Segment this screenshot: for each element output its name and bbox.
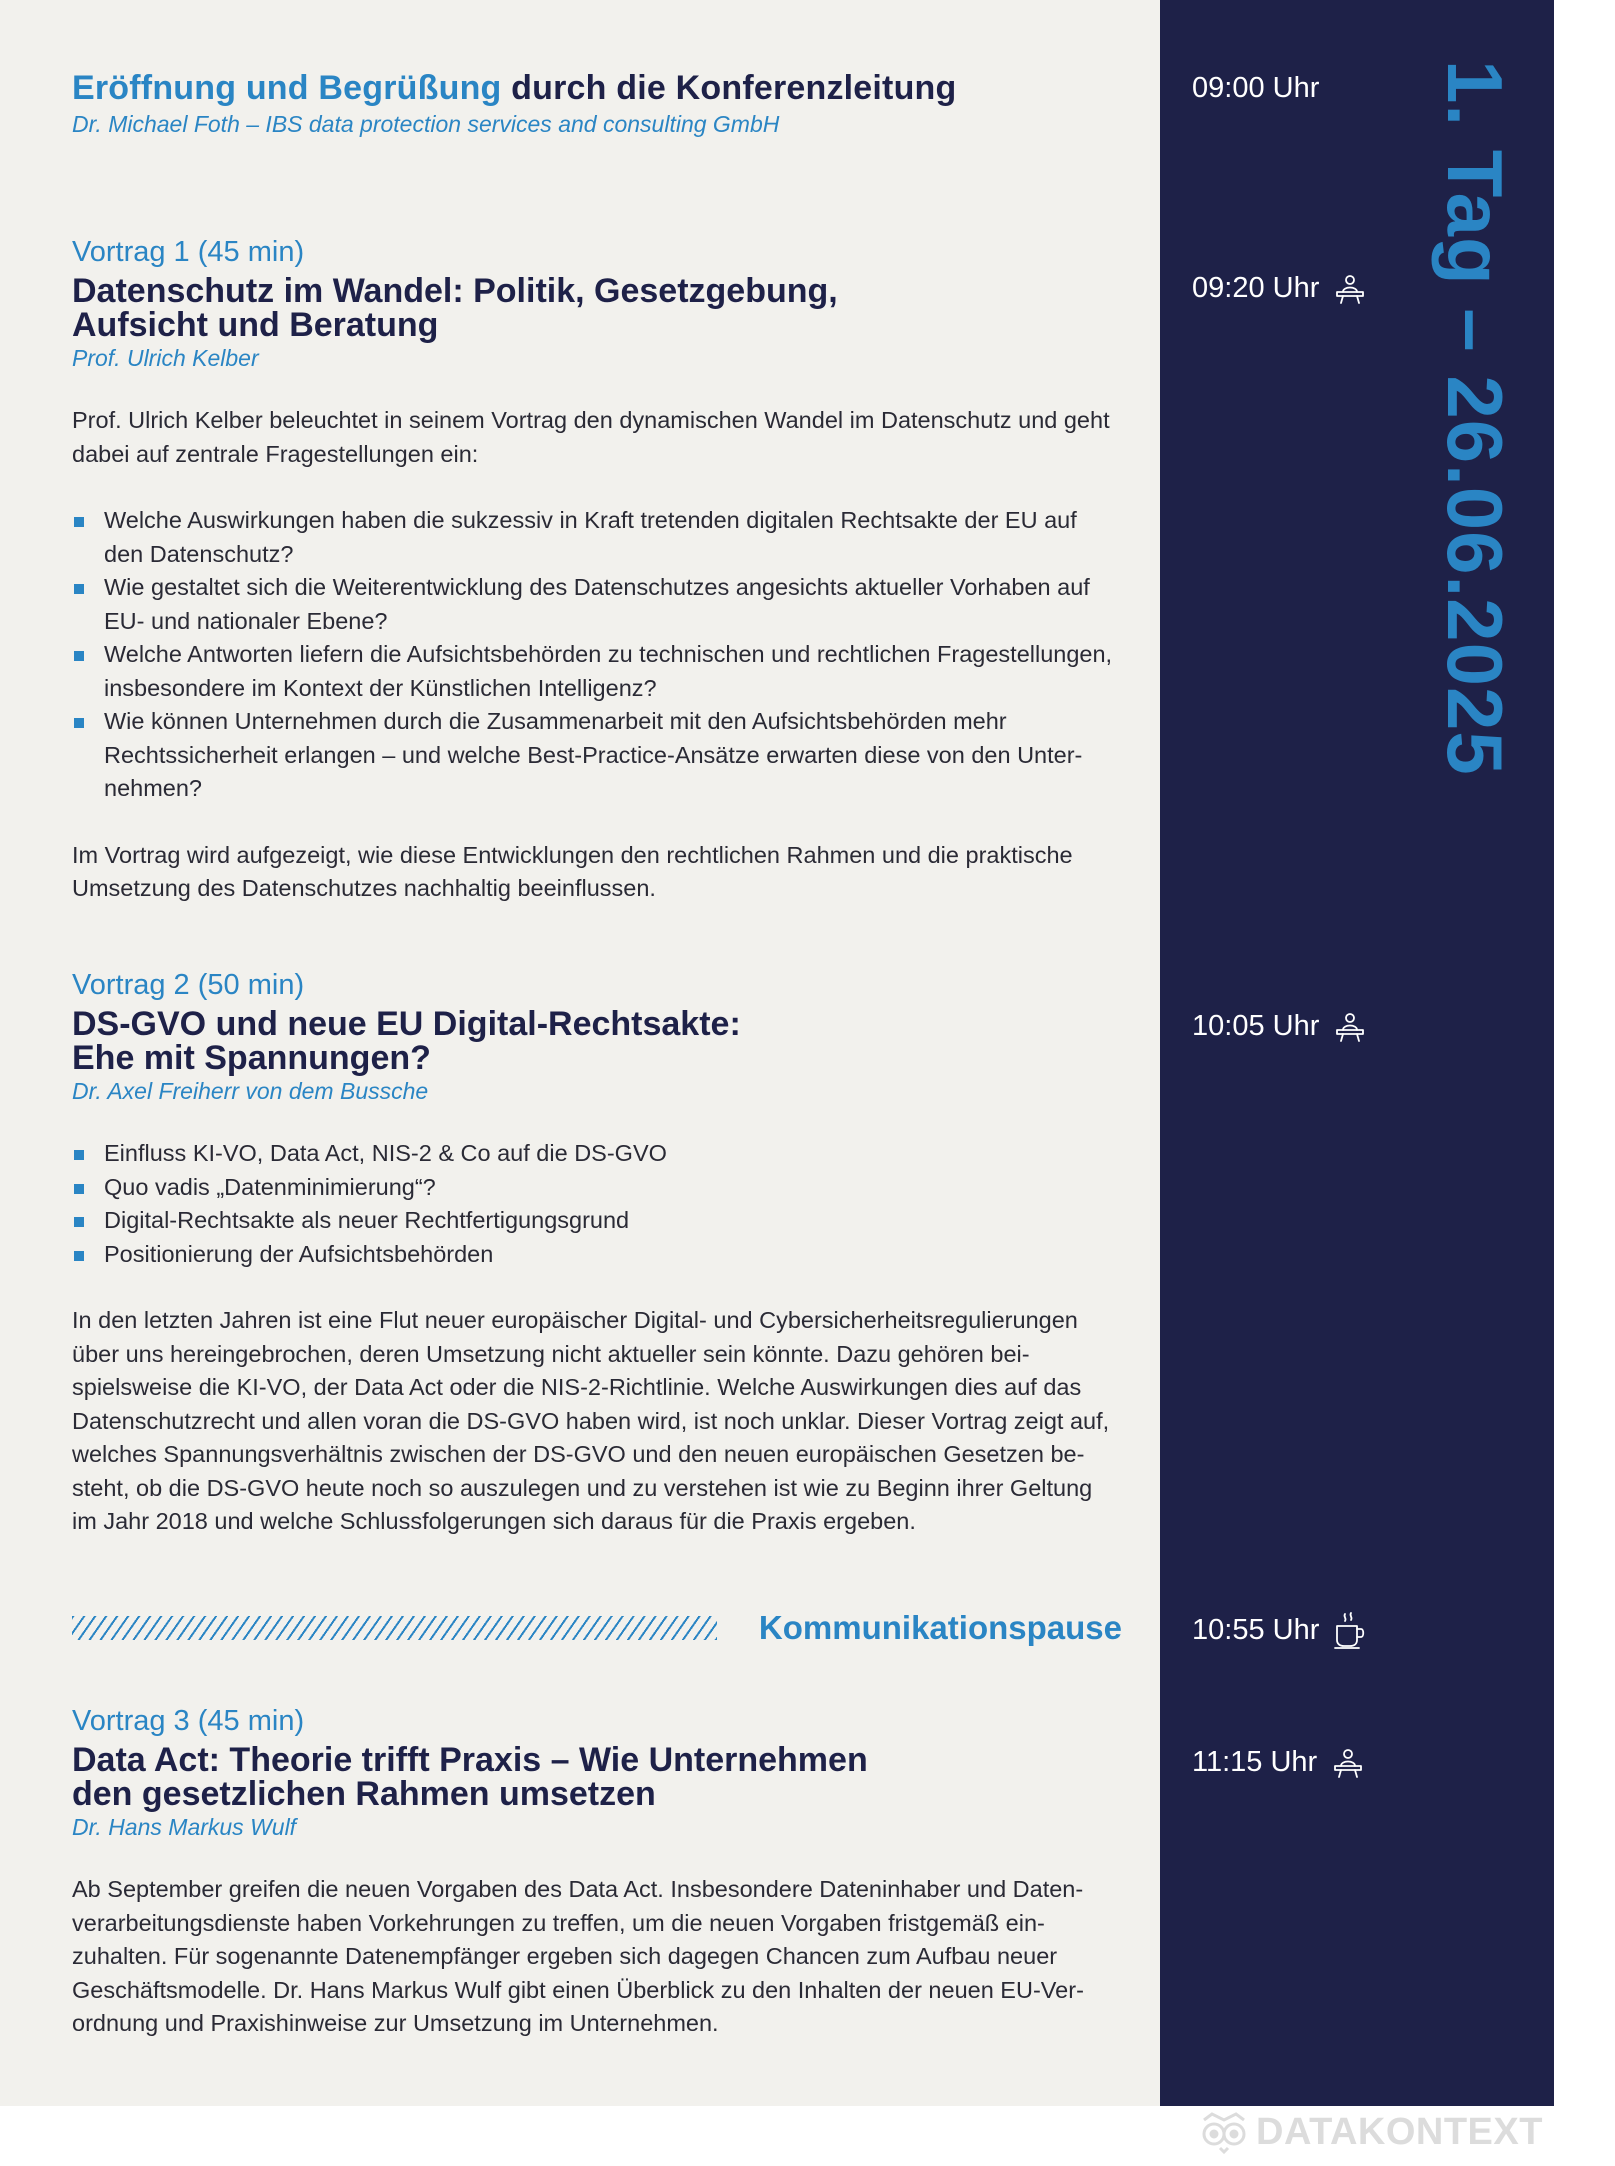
talk3-title-line1: Data Act: Theorie trifft Praxis – Wie Unternehmen bbox=[72, 1741, 868, 1779]
welcome-speaker: Dr. Michael Foth – IBS data protection services and consulting GmbH bbox=[72, 111, 780, 137]
time-pause-text: 10:55 Uhr bbox=[1192, 1613, 1320, 1646]
talk2-speaker: Dr. Axel Freiherr von dem Bussche bbox=[72, 1078, 429, 1104]
welcome-title bbox=[72, 68, 1122, 108]
pause-row bbox=[72, 1608, 1122, 1652]
time-talk2-text: 10:05 Uhr bbox=[1192, 1010, 1320, 1042]
talk3-title-line2: den gesetzlichen Rahmen umsetzen bbox=[72, 1775, 656, 1813]
time-talk3 bbox=[1192, 1746, 1365, 1779]
welcome-section bbox=[72, 68, 1122, 140]
talk1-outro: Im Vortrag wird aufgezeigt, wie diese Entwicklungen den rechtlichen Rahmen und die praktische Umsetzung des Datenschutzes nachhaltig beeinflussen. bbox=[72, 841, 1073, 901]
talk2-title-line1: DS-GVO und neue EU Digital-Rechtsakte: bbox=[72, 1005, 741, 1043]
talk3-title bbox=[72, 1743, 1122, 1811]
talk2-title-line2: Ehe mit Spannungen? bbox=[72, 1039, 431, 1077]
welcome-title-rest: durch die Konferenzleitung bbox=[501, 69, 957, 107]
welcome-title-highlight: Eröffnung und Begrüßung bbox=[72, 69, 502, 107]
talk2-section bbox=[72, 967, 1122, 1539]
coffee-cup-icon bbox=[1333, 1610, 1367, 1650]
talk1-section bbox=[72, 234, 1122, 906]
list-item: Digital-Rechtsakte als neuer Rechtfertigungsgrund bbox=[72, 1204, 1122, 1238]
list-item: Quo vadis „Datenminimierung“? bbox=[72, 1171, 1122, 1205]
time-welcome bbox=[1192, 72, 1319, 105]
talk1-label: Vortrag 1 (45 min) bbox=[72, 236, 305, 268]
time-talk1 bbox=[1192, 272, 1367, 305]
speaker-podium-icon bbox=[1333, 1012, 1367, 1042]
speaker-podium-icon bbox=[1331, 1748, 1365, 1778]
talk1-bullet-list bbox=[72, 504, 1122, 806]
pause-stripes bbox=[72, 1616, 717, 1640]
time-talk2 bbox=[1192, 1010, 1367, 1043]
list-item: Welche Antworten liefern die Aufsichtsbehörden zu technischen und rechtlichen Fragestellungen, insbesondere im Kontext der Künstlichen Intelligenz? bbox=[72, 638, 1122, 705]
pause-label: Kommunikationspause bbox=[758, 1609, 1122, 1646]
talk1-intro: Prof. Ulrich Kelber beleuchtet in seinem Vortrag den dynamischen Wandel im Datenschutz und geht dabei auf zentrale Fragestellungen ein: bbox=[72, 407, 1110, 467]
list-item: Wie gestaltet sich die Weiterentwicklung des Datenschutzes angesichts aktueller Vorhaben auf EU- und nationaler Ebene? bbox=[72, 571, 1122, 638]
list-item: Wie können Unternehmen durch die Zusammenarbeit mit den Aufsichtsbehörden mehr Rechtssicherheit erlangen – und welche Best-Practice-Ansätze erwarten diese von den Unternehmen? bbox=[72, 705, 1122, 806]
talk1-speaker: Prof. Ulrich Kelber bbox=[72, 345, 259, 371]
talk2-label: Vortrag 2 (50 min) bbox=[72, 969, 305, 1001]
time-pause bbox=[1192, 1610, 1367, 1650]
talk2-bullet-list bbox=[72, 1137, 1122, 1271]
talk1-title bbox=[72, 274, 1122, 342]
time-welcome-text: 09:00 Uhr bbox=[1192, 72, 1320, 104]
footer-logo bbox=[1198, 2110, 1543, 2154]
talk2-title bbox=[72, 1007, 1122, 1075]
talk2-body: In den letzten Jahren ist eine Flut neuer europäischer Digital- und Cybersicherheitsregulierungen über uns hereingebrochen, deren Umsetzung nicht aktueller sein könnte. Dazu gehören beispielsweise die KI-VO, der Data Act oder die NIS-2-Richtlinie. Welche Auswirkungen dies auf das Datenschutzrecht und allen voran die DS-GVO haben wird, ist noch unklar. Dieser Vortrag zeigt auf, welches Spannungsverhältnis zwischen der DS-GVO und den neuen europäischen Gesetzen besteht, ob die DS-GVO heute noch so auszulegen und zu verstehen ist wie zu Beginn ihrer Geltung im Jahr 2018 und welche Schlussfolgerungen sich daraus für die Praxis ergeben. bbox=[72, 1307, 1110, 1534]
time-talk3-text: 11:15 Uhr bbox=[1192, 1746, 1318, 1778]
footer-logo-text: DATAKONTEXT bbox=[1256, 2110, 1543, 2153]
talk3-body: Ab September greifen die neuen Vorgaben des Data Act. Insbesondere Dateninhaber und Datenverarbeitungsdienste haben Vorkehrungen zu treffen, um die neuen Vorgaben fristgemäß einzuhalten. Für sogenannte Datenempfänger ergeben sich dagegen Chancen zum Aufbau neuer Geschäftsmodelle. Dr. Hans Markus Wulf gibt einen Überblick zu den Inhalten der neuen EU-Verordnung und Praxishinweise zur Umsetzung im Unternehmen. bbox=[72, 1876, 1084, 2036]
list-item: Einfluss KI-VO, Data Act, NIS-2 & Co auf die DS-GVO bbox=[72, 1137, 1122, 1171]
time-talk1-text: 09:20 Uhr bbox=[1192, 272, 1320, 304]
talk1-title-line1: Datenschutz im Wandel: Politik, Gesetzgebung, bbox=[72, 272, 838, 310]
talk3-label: Vortrag 3 (45 min) bbox=[72, 1705, 305, 1737]
day-date-label: 1. Tag – 26.06.2025 bbox=[1431, 60, 1519, 776]
talk3-speaker: Dr. Hans Markus Wulf bbox=[72, 1814, 297, 1840]
list-item: Positionierung der Aufsichtsbehörden bbox=[72, 1238, 1122, 1272]
talk1-title-line2: Aufsicht und Beratung bbox=[72, 306, 439, 344]
datakontext-owl-logo-icon bbox=[1198, 2110, 1250, 2154]
talk3-section bbox=[72, 1703, 1122, 2041]
list-item: Welche Auswirkungen haben die sukzessiv in Kraft tretenden digitalen Rechtsakte der EU auf den Datenschutz? bbox=[72, 504, 1122, 571]
speaker-podium-icon bbox=[1333, 274, 1367, 304]
